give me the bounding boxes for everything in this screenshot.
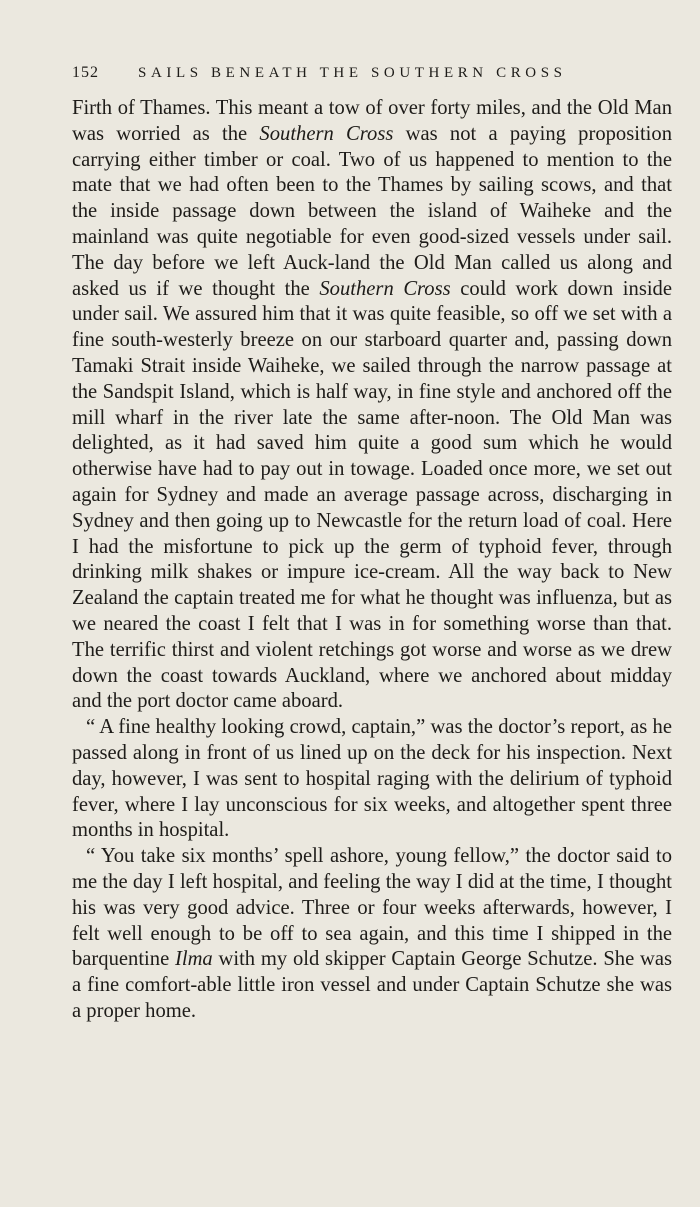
- text-segment: Firth of Thames. This meant a tow of over forty miles, and the Old Man was worried as the: [72, 97, 672, 145]
- paragraph: [72, 844, 672, 1025]
- ship-name-italic: Southern Cross: [319, 277, 451, 300]
- paragraph: [72, 96, 672, 715]
- ship-name-italic: Ilma: [174, 948, 213, 971]
- running-head: [72, 64, 672, 86]
- text-segment: with my old skipper Captain George Schutze. She was a fine comfort-able little iron vessel and under Captain Schutze she was a proper home.: [72, 948, 673, 1022]
- text-segment: was not a paying proposition carrying either timber or coal. Two of us happened to mention to the mate that we had often been to the Thames by sailing scows, and that the inside passage down between the island of Waiheke and the mainland was quite negotiable for even good-sized vessels under sail. The day before we left Auck-land the Old Man called us along and asked us if we thought the: [72, 122, 672, 300]
- body-text: [72, 96, 672, 1025]
- running-title: SAILS BENEATH THE SOUTHERN CROSS: [138, 65, 567, 81]
- text-segment: could work down inside under sail. We assured him that it was quite feasible, so off we set with a fine south-westerly breeze on our starboard quarter and, passing down Tamaki Strait inside Waiheke, we sailed through the narrow passage at the Sandspit Island, which is half way, in fine style and anchored off the mill wharf in the river late the same after-noon. The Old Man was delighted, as it had saved him quite a good sum which he would otherwise have had to pay out in towage. Loaded once more, we set out again for Sydney and made an average passage across, discharging in Sydney and then going up to Newcastle for the return load of coal. Here I had the misfortune to pick up the germ of typhoid fever, through drinking milk shakes or impure ice-cream. All the way back to New Zealand the captain treated me for what he thought was influenza, but as we neared the coast I felt that I was in for something worse than that. The terrific thirst and violent retchings got worse and worse as we drew down the coast towards Auckland, where we anchored about midday and the port doctor came aboard.: [72, 277, 672, 713]
- paragraph: [72, 715, 672, 844]
- page-number: 152: [72, 64, 99, 81]
- text-segment: “ A fine healthy looking crowd, captain,” was the doctor’s report, as he passed along in front of us lined up on the deck for his inspection. Next day, however, I was sent to hospital raging with the delirium of typhoid fever, where I lay unconscious for six weeks, and altogether spent three months in hospital.: [72, 716, 672, 842]
- ship-name-italic: Southern Cross: [259, 122, 394, 145]
- text-segment: “ You take six months’ spell ashore, young fellow,” the doctor said to me the day I left hospital, and feeling the way I did at the time, I thought his was very good advice. Three or four weeks afterwards, however, I felt well enough to be off to sea again, and this time I shipped in the barquentine: [72, 845, 672, 971]
